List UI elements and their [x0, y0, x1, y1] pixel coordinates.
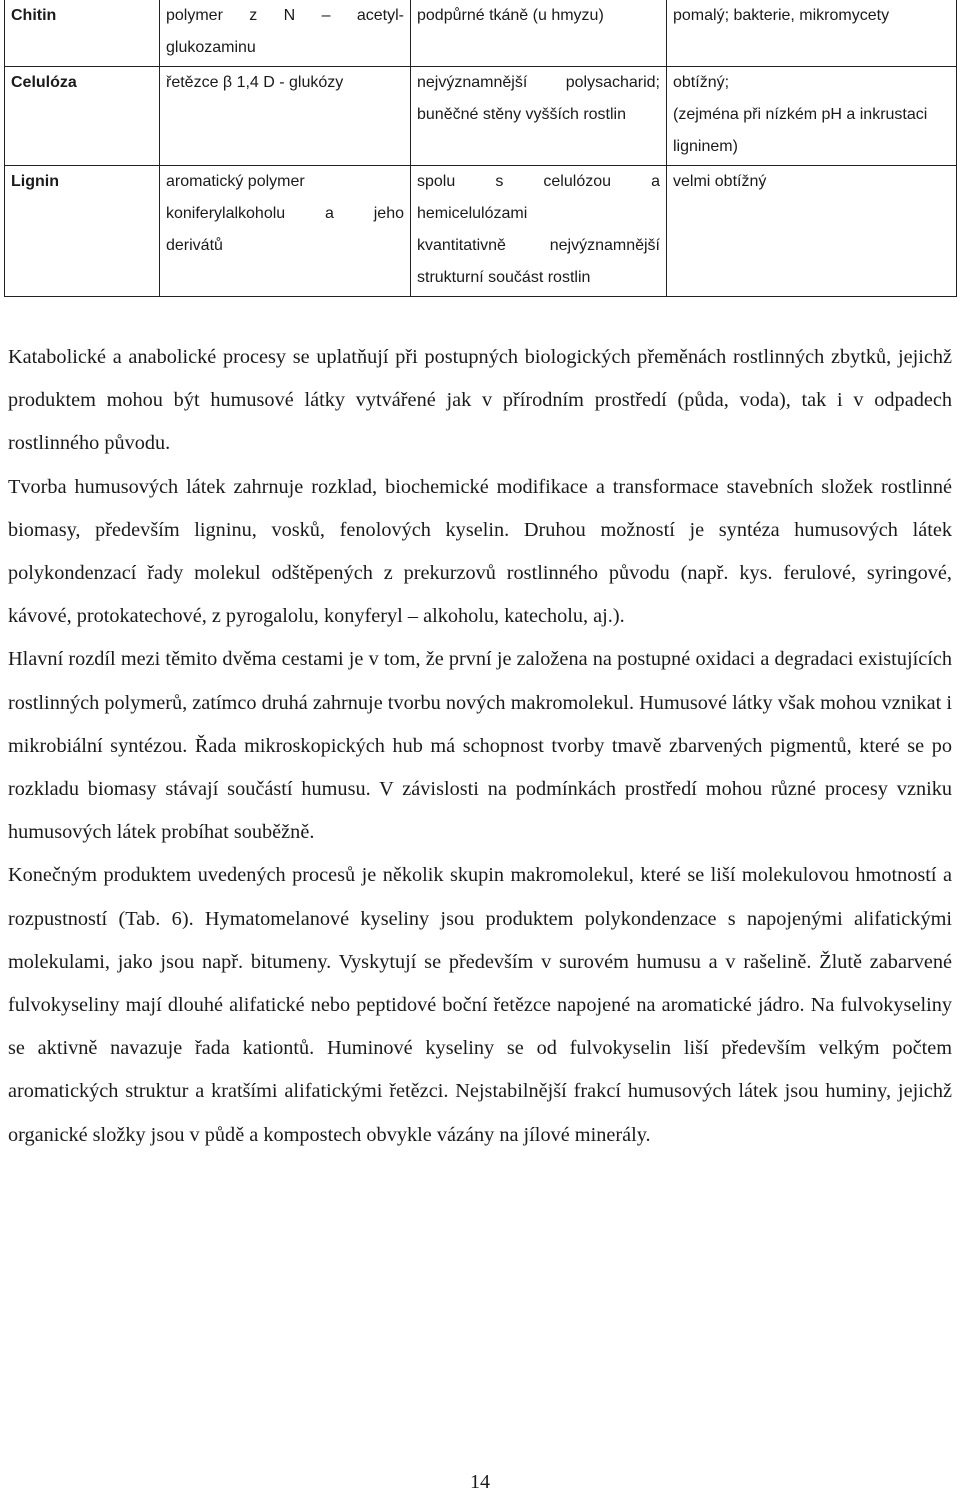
table-cell-decomposition: velmi obtížný	[667, 166, 957, 297]
table-cell-role: nejvýznamnější polysacharid; buněčné stěny vyšších rostlin	[411, 67, 667, 166]
table-cell-role: spolu s celulózou a hemicelulózami kvantitativně nejvýznamnější strukturní součást rostlin	[411, 166, 667, 297]
table-row	[5, 67, 957, 166]
table-cell-structure: řetězce β 1,4 D - glukózy	[160, 67, 411, 166]
table-cell-decomposition: pomalý; bakterie, mikromycety	[667, 0, 957, 67]
table-cell-structure: aromatický polymer koniferylalkoholu a jeho derivátů	[160, 166, 411, 297]
table-row	[5, 166, 957, 297]
paragraph: Katabolické a anabolické procesy se uplatňují při postupných biologických přeměnách rostlinných zbytků, jejichž produktem mohou být humusové látky vytvářené jak v přírodním prostředí (půda, voda), tak i v odpadech rostlinného původu.	[8, 346, 952, 455]
table-cell-name: Lignin	[5, 166, 160, 297]
table-cell-name: Celulóza	[5, 67, 160, 166]
paragraph: Konečným produktem uvedených procesů je několik skupin makromolekul, které se liší molekulovou hmotností a rozpustností (Tab. 6). Hymatomelanové kyseliny jsou produktem polykondenzace s napojenými alifatickými molekulami, jako jsou např. bitumeny. Vyskytují se především v surovém humusu a v rašelině. Žlutě zabarvené fulvokyseliny mají dlouhé alifatické nebo peptidové boční řetězce napojené na aromatické jádro. Na fulvokyseliny se aktivně navazuje řada kationtů. Huminové kyseliny se od fulvokyselin liší především velkým počtem aromatických struktur a kratšími alifatickými řetězci. Nejstabilnější frakcí humusových látek jsou huminy, jejichž organické složky jsou v půdě a kompostech obvykle vázány na jílové minerály.	[8, 864, 952, 1146]
table-cell-decomposition: obtížný; (zejména při nízkém pH a inkrustaci ligninem)	[667, 67, 957, 166]
page-number: 14	[470, 1471, 490, 1493]
table-cell-name: Chitin	[5, 0, 160, 67]
table-cell-structure: polymer z N – acetyl- glukozaminu	[160, 0, 411, 67]
paragraph: Tvorba humusových látek zahrnuje rozklad, biochemické modifikace a transformace stavebních složek rostlinné biomasy, především ligninu, vosků, fenolových kyselin. Druhou možností je syntéza humusových látek polykondenzací řady molekul odštěpených z prekurzovů rostlinného původu (např. kys. ferulové, syringové, kávové, protokatechové, z pyrogalolu, konyferyl – alkoholu, katecholu, aj.).	[8, 475, 952, 628]
table-cell-role: podpůrné tkáně (u hmyzu)	[411, 0, 667, 67]
substance-table	[4, 0, 957, 297]
paragraph: Hlavní rozdíl mezi těmito dvěma cestami je v tom, že první je založena na postupné oxidaci a degradaci existujících rostlinných polymerů, zatímco druhá zahrnuje tvorbu nových makromolekul. Humusové látky však mohou vznikat i mikrobiální syntézou. Řada mikroskopických hub má schopnost tvorby tmavě zbarvených pigmentů, které se po rozkladu biomasy stávají součástí humusu. V závislosti na podmínkách prostředí mohou různé procesy vzniku humusových látek probíhat souběžně.	[8, 648, 952, 844]
table-row	[5, 0, 957, 67]
body-text	[8, 336, 952, 1157]
